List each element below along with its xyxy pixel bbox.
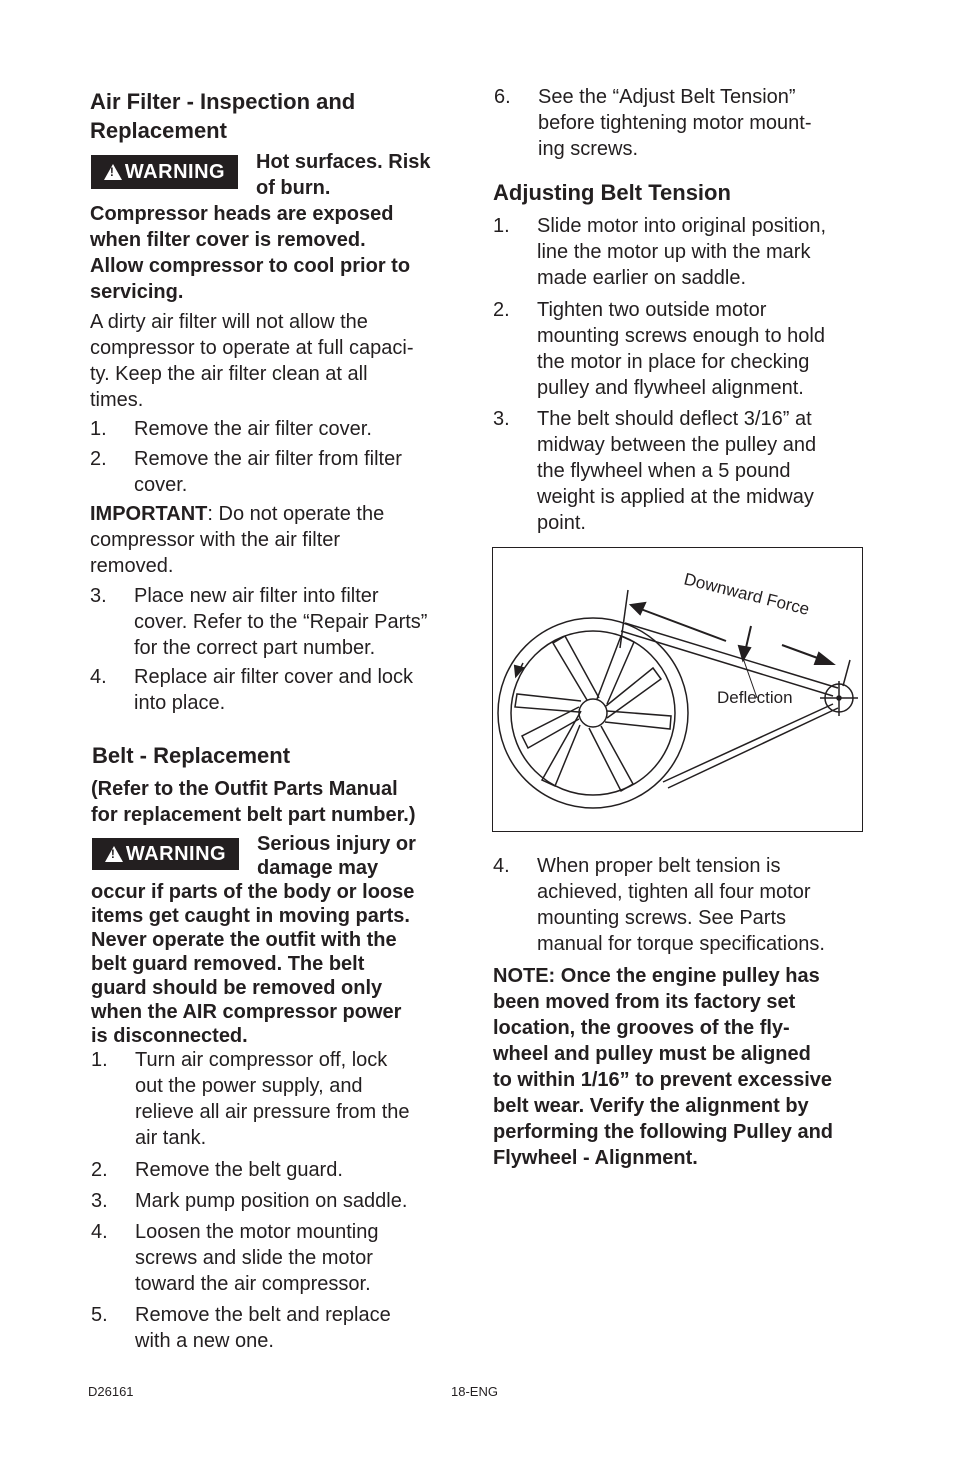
belt-parts-reference: (Refer to the Outfit Parts Manual for replacement belt part number.) xyxy=(91,778,416,826)
warning-hot-surfaces: Hot surfaces. Risk of burn. xyxy=(256,151,431,199)
warning-badge: ! WARNING xyxy=(91,155,238,189)
pulley-tangent-marker xyxy=(843,660,850,686)
adjusting-belt-tension-heading: Adjusting Belt Tension xyxy=(493,180,731,205)
warning-triangle-icon xyxy=(105,846,123,862)
page-number: 18-ENG xyxy=(451,1384,498,1399)
downward-force-label: Downward Force xyxy=(682,569,812,619)
belt-upper-span-inner xyxy=(621,631,833,696)
deflection-label: Deflection xyxy=(717,688,793,707)
dirty-filter-paragraph: A dirty air filter will not allow the compressor to operate at full capaci- ty. Keep the air filter clean at all times. xyxy=(90,311,414,411)
belt-upper-span xyxy=(625,623,838,688)
document-code: D26161 xyxy=(88,1384,134,1399)
flywheel-outer-rim xyxy=(498,618,688,808)
flywheel-pulley-diagram xyxy=(493,548,862,831)
flywheel-hub xyxy=(579,699,607,727)
warning-badge: ! WARNING xyxy=(92,838,239,870)
air-filter-heading: Air Filter - Inspection and Replacement xyxy=(90,89,356,143)
alignment-note: NOTE: Once the engine pulley has been moved from its factory set location, the grooves of the fly- wheel and pulley must be aligned to within 1/16” to prevent excessive belt wear. Verify the alignment by performing the following Pulley and Flywheel - Alignment. xyxy=(493,965,834,1169)
warning-moving-parts: occur if parts of the body or loose items get caught in moving parts. Never operate the outfit with the belt guard removed. The belt guard should be removed only when the AIR compressor power is disconnected. xyxy=(91,881,415,1047)
warning-triangle-icon xyxy=(104,164,122,180)
flywheel-spokes xyxy=(515,636,671,791)
warning-serious-injury: Serious injury or damage may xyxy=(257,833,416,879)
compressor-heads-warning: Compressor heads are exposed when filter cover is removed. Allow compressor to cool prior to servicing. xyxy=(90,203,411,303)
flywheel-inner-rim xyxy=(511,631,675,795)
belt-deflection-figure xyxy=(492,547,863,832)
force-arrow-left xyxy=(638,608,726,641)
belt-replacement-heading: Belt - Replacement xyxy=(92,743,291,768)
belt-lower-span xyxy=(668,708,838,788)
important-note: IMPORTANT: Do not operate the compressor with the air filter removed. xyxy=(90,503,385,577)
